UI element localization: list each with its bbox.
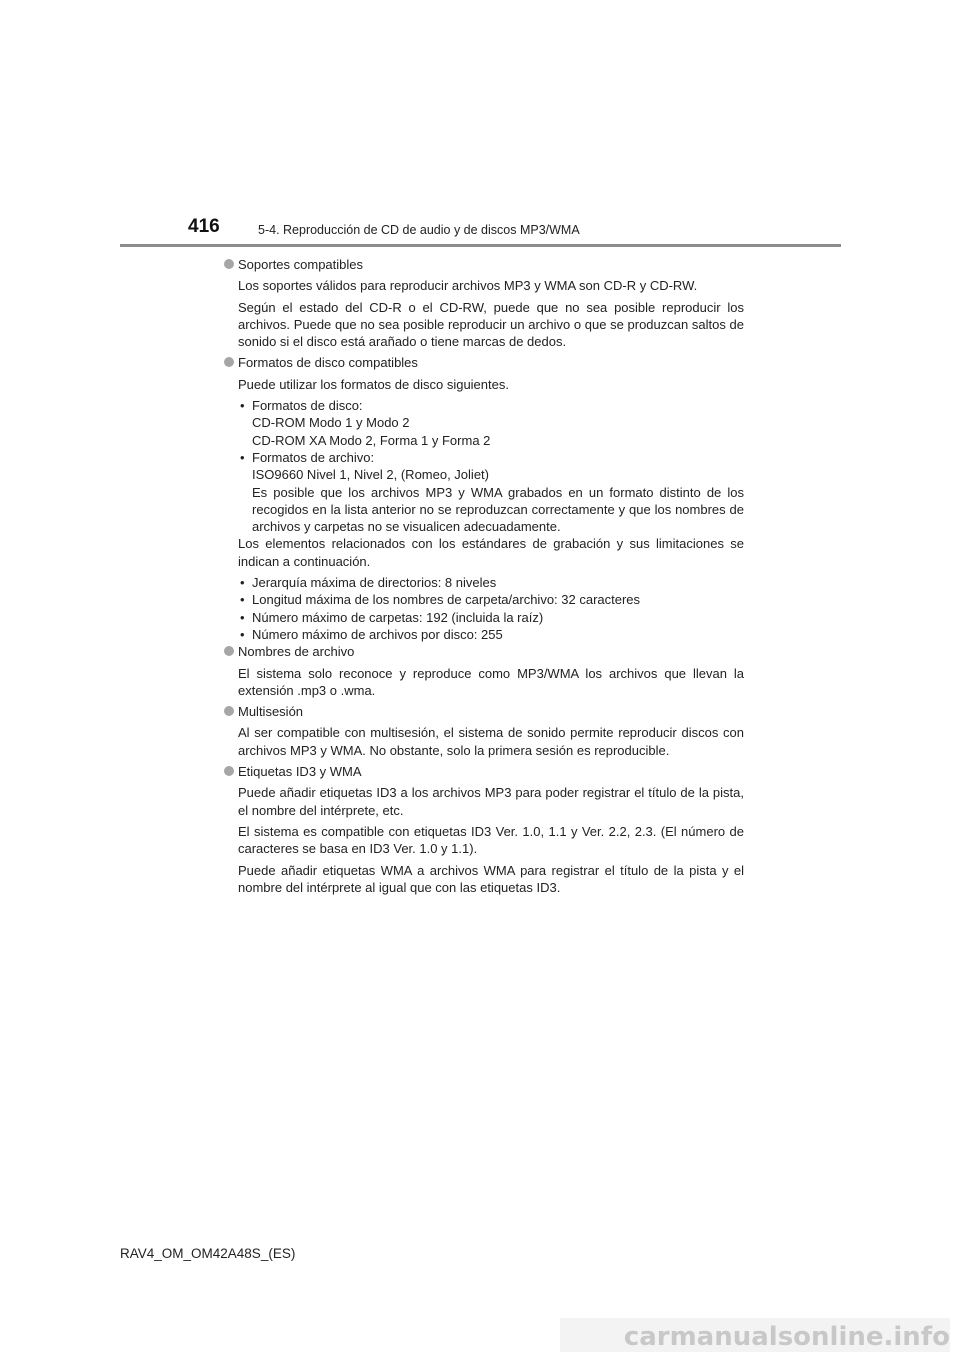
paragraph: Al ser compatible con multisesión, el sistema de sonido permite reproducir discos con archivos MP3 y WMA. No obstante, solo la primera sesión es reproducible.: [238, 725, 744, 758]
section-etiquetas: [224, 763, 744, 896]
section-multisesion: [224, 703, 744, 759]
bullet-dot-icon: [224, 357, 234, 367]
header-divider: [120, 244, 841, 247]
paragraph: Según el estado del CD-R o el CD-RW, puede que no sea posible reproducir los archivos. Puede que no sea posible reproducir un archivo o que se produzcan saltos de sonido si el disco está arañado o tiene marcas de dedos.: [238, 299, 744, 350]
paragraph: Puede utilizar los formatos de disco siguientes.: [238, 376, 509, 392]
heading-text: Multisesión: [238, 704, 304, 720]
page-header: [0, 0, 960, 250]
section-soportes: [224, 256, 744, 350]
list-item: [238, 591, 744, 608]
section-heading: [224, 643, 744, 660]
list-text: Longitud máxima de los nombres de carpeta/archivo: 32 caracteres: [252, 592, 641, 608]
bullet-dot-icon: [224, 259, 234, 269]
bullet-dot-icon: [224, 706, 234, 716]
bullet-mark: •: [240, 398, 245, 414]
format-list: [238, 397, 744, 535]
limits-list: [238, 574, 744, 643]
paragraph: Los elementos relacionados con los estándares de grabación y sus limitaciones se indican a continuación.: [238, 536, 744, 569]
bullet-mark: •: [240, 626, 245, 642]
section-heading: [224, 354, 744, 371]
watermark-text: carmanualsonline.info: [623, 1322, 950, 1352]
list-item: [238, 449, 744, 535]
heading-text: Etiquetas ID3 y WMA: [238, 764, 362, 780]
list-line: CD-ROM Modo 1 y Modo 2: [252, 415, 410, 431]
watermark: [560, 1318, 950, 1352]
bullet-dot-icon: [224, 646, 234, 656]
list-item: [238, 626, 744, 643]
page-content: [224, 256, 744, 900]
paragraph: Los soportes válidos para reproducir archivos MP3 y WMA son CD-R y CD-RW.: [238, 278, 698, 294]
bullet-mark: •: [240, 592, 245, 608]
bullet-dot-icon: [224, 766, 234, 776]
heading-text: Soportes compatibles: [238, 257, 364, 272]
list-line: CD-ROM XA Modo 2, Forma 1 y Forma 2: [252, 432, 491, 448]
section-title: 5-4. Reproducción de CD de audio y de discos MP3/WMA: [258, 223, 580, 237]
bullet-mark: •: [240, 609, 245, 625]
list-line: ISO9660 Nivel 1, Nivel 2, (Romeo, Joliet): [252, 467, 489, 483]
section-formatos: [224, 354, 744, 643]
list-line: Es posible que los archivos MP3 y WMA grabados en un formato distinto de los recogidos en la lista anterior no se reproduzcan correctamente y que los nombres de archivos y carpetas no se visualicen adecuadamente.: [252, 484, 744, 535]
heading-text: Formatos de disco compatibles: [238, 355, 418, 371]
page-number: 416: [188, 216, 220, 237]
list-label: Formatos de disco:: [252, 398, 363, 414]
manual-code: RAV4_OM_OM42A48S_(ES): [120, 1246, 296, 1261]
section-heading: [224, 703, 744, 720]
list-item: [238, 574, 744, 591]
section-heading: [224, 763, 744, 780]
heading-text: Nombres de archivo: [238, 644, 355, 660]
list-label: Formatos de archivo:: [252, 449, 375, 465]
paragraph: Puede añadir etiquetas WMA a archivos WMA para registrar el título de la pista y el nombre del intérprete al igual que con las etiquetas ID3.: [238, 862, 744, 895]
section-heading: [224, 256, 744, 273]
bullet-mark: •: [240, 575, 245, 591]
list-item: [238, 609, 744, 626]
paragraph: Puede añadir etiquetas ID3 a los archivos MP3 para poder registrar el título de la pista, el nombre del intérprete, etc.: [238, 785, 744, 818]
list-text: Número máximo de archivos por disco: 255: [252, 626, 503, 642]
list-text: Número máximo de carpetas: 192 (incluida la raíz): [252, 609, 544, 625]
bullet-mark: •: [240, 449, 245, 465]
paragraph: El sistema es compatible con etiquetas ID3 Ver. 1.0, 1.1 y Ver. 2.2, 2.3. (El número de caracteres se basa en ID3 Ver. 1.0 y 1.1).: [238, 823, 744, 857]
list-text: Jerarquía máxima de directorios: 8 niveles: [252, 575, 497, 591]
section-nombres: [224, 643, 744, 699]
paragraph: El sistema solo reconoce y reproduce como MP3/WMA los archivos que llevan la extensión .mp3 o .wma.: [238, 665, 744, 698]
list-item: [238, 397, 744, 449]
